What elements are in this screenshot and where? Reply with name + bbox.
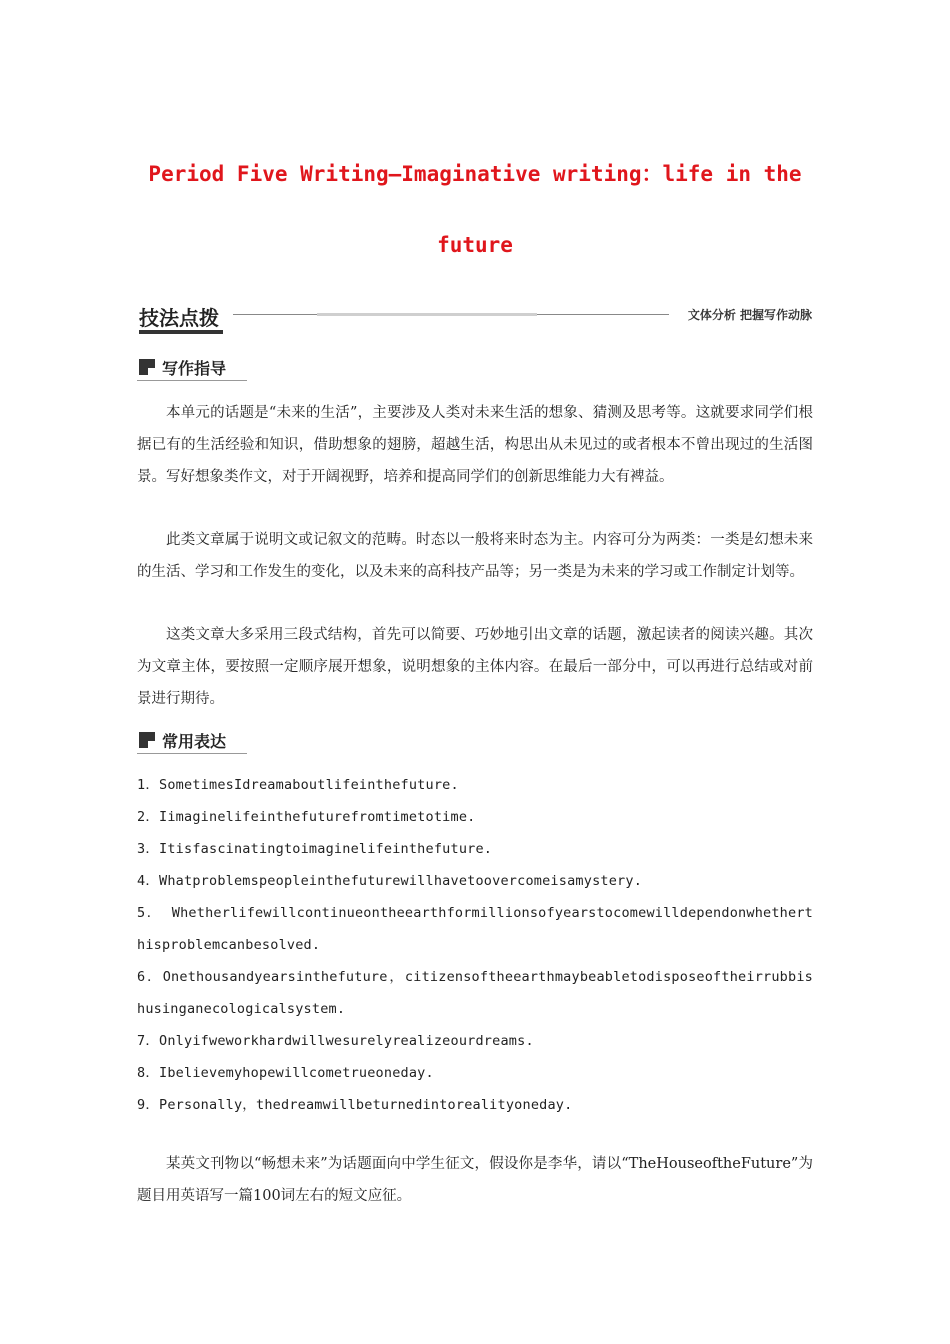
list-item: 2．Iimaginelifeinthefuturefromtimetotime. bbox=[137, 809, 476, 825]
section-label-underline bbox=[139, 330, 223, 334]
heading-underline bbox=[137, 380, 247, 381]
expressions-heading bbox=[137, 729, 249, 755]
guide-paragraph: 本单元的话题是“未来的生活”，主要涉及人类对未来生活的想象、猜测及思考等。这就要求同学们根据已有的生活经验和知识，借助想象的翅膀，超越生活，构思出从未见过的或者根本不曾出现过的生活图景。写好想象类作文，对于开阔视野，培养和提高同学们的创新思维能力大有裨益。 bbox=[137, 405, 813, 485]
page-title: Period Five Writing—Imaginative writing：life in the bbox=[148, 162, 802, 186]
list-item: 7．Onlyifweworkhardwillwesurelyrealizeourdreams. bbox=[137, 1033, 534, 1049]
square-bullet-icon bbox=[139, 359, 155, 375]
list-item: 4．Whatproblemspeopleinthefuturewillhavetoovercomeisamystery. bbox=[137, 873, 643, 889]
list-item: 1．SometimesIdreamaboutlifeinthefuture. bbox=[137, 777, 459, 793]
heading-underline bbox=[137, 753, 247, 754]
page-title-continued: future bbox=[437, 233, 513, 257]
writing-guide-heading bbox=[137, 356, 249, 382]
guide-paragraph: 这类文章大多采用三段式结构，首先可以简要、巧妙地引出文章的话题，激起读者的阅读兴趣。其次为文章主体，要按照一定顺序展开想象，说明想象的主体内容。在最后一部分中，可以再进行总结或对前景进行期待。 bbox=[137, 627, 813, 707]
guide-paragraph: 此类文章属于说明文或记叙文的范畴。时态以一般将来时态为主。内容可分为两类：一类是幻想未来的生活、学习和工作发生的变化，以及未来的高科技产品等；另一类是为未来的学习或工作制定计划等。 bbox=[137, 532, 813, 580]
section-label: 技法点拨 bbox=[139, 306, 219, 330]
expression-list bbox=[137, 769, 813, 1121]
writing-task: 某英文刊物以“畅想未来”为话题面向中学生征文，假设你是李华，请以“TheHouseoftheFuture”为题目用英语写一篇100词左右的短文应征。 bbox=[137, 1156, 813, 1204]
square-bullet-icon bbox=[139, 732, 155, 748]
list-item: 6．Onethousandyearsinthefuture，citizensoftheearthmaybeabletodisposeoftheirrubbishusinganecologicalsystem. bbox=[137, 969, 813, 1017]
expressions-heading-text: 常用表达 bbox=[162, 732, 227, 751]
section-divider-shade bbox=[317, 313, 537, 316]
section-tagline: 文体分析 把握写作动脉 bbox=[687, 308, 812, 322]
writing-guide-heading-text: 写作指导 bbox=[162, 359, 227, 378]
list-item: 9．Personally，thedreamwillbeturnedintorealityoneday. bbox=[137, 1097, 573, 1113]
list-item: 3．Itisfascinatingtoimaginelifeinthefuture. bbox=[137, 841, 493, 857]
list-item: 5． Whetherlifewillcontinueontheearthformillionsofyearstocomewilldependonwhetherthisproblemcanbesolved. bbox=[137, 905, 813, 953]
section-header-bar bbox=[137, 300, 812, 336]
list-item: 8．Ibelievemyhopewillcometrueoneday. bbox=[137, 1065, 434, 1081]
